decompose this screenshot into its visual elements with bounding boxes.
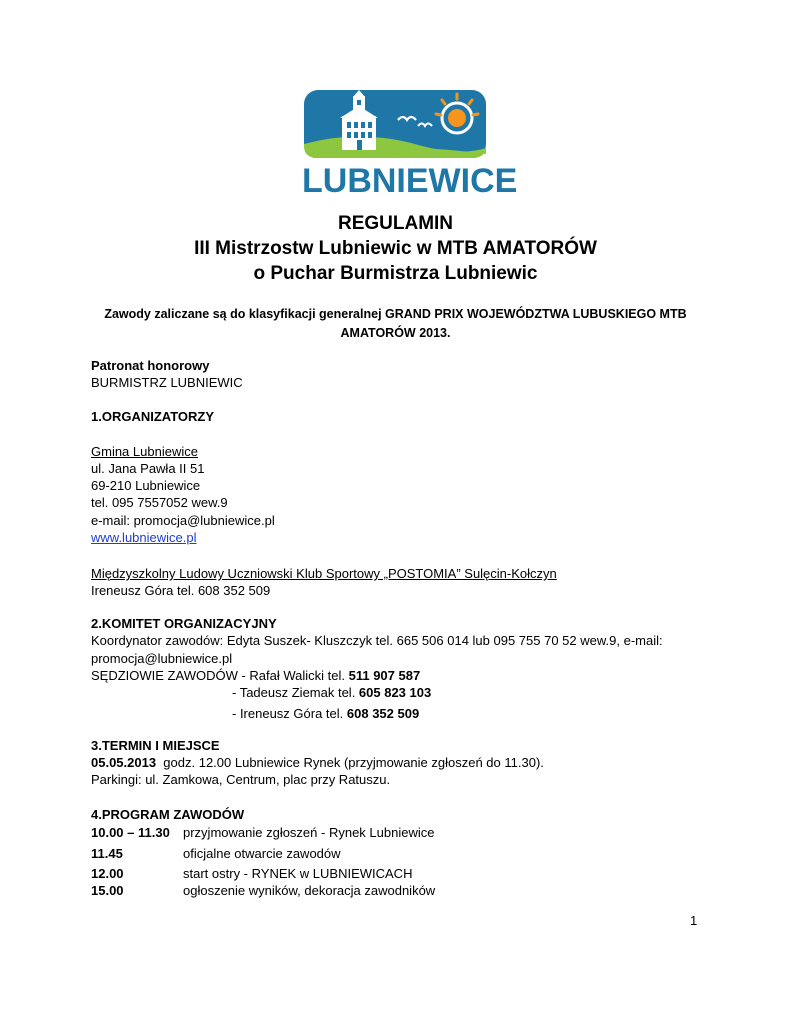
section-heading-program: 4.PROGRAM ZAWODÓW xyxy=(91,807,245,822)
program-desc: przyjmowanie zgłoszeń - Rynek Lubniewice xyxy=(183,825,435,840)
committee-coordinator-line2: promocja@lubniewice.pl xyxy=(91,651,233,666)
judge2-label: - Tadeusz Ziemak tel. xyxy=(232,685,359,700)
judge3-label: - Ireneusz Góra tel. xyxy=(232,706,347,721)
committee-judge3 xyxy=(232,705,419,722)
document-title-line3: o Puchar Burmistrza Lubniewic xyxy=(253,263,538,284)
event-date: 05.05.2013 xyxy=(91,755,157,770)
section-heading-committee: 2.KOMITET ORGANIZACYJNY xyxy=(91,616,277,631)
organizer-gmina-name: Gmina Lubniewice xyxy=(91,444,198,459)
program-desc: start ostry - RYNEK w LUBNIEWICACH xyxy=(183,866,413,881)
program-desc: oficjalne otwarcie zawodów xyxy=(183,846,341,861)
program-time: 12.00 xyxy=(91,866,124,881)
organizer-email: e-mail: promocja@lubniewice.pl xyxy=(91,513,275,528)
parking-info: Parkingi: ul. Zamkowa, Centrum, plac przy Ratuszu. xyxy=(91,772,391,787)
lubniewice-logo xyxy=(302,88,518,200)
classification-note-line2: AMATORÓW 2013. xyxy=(340,326,451,340)
organizer-address1: ul. Jana Pawła II 51 xyxy=(91,461,205,476)
judge2-phone: 605 823 103 xyxy=(358,685,432,700)
committee-judge1 xyxy=(91,667,420,684)
program-time: 11.45 xyxy=(91,846,123,861)
patronat-value: BURMISTRZ LUBNIEWIC xyxy=(91,375,243,390)
organizer-phone: tel. 095 7557052 wew.9 xyxy=(91,495,228,510)
section-heading-date-place: 3.TERMIN I MIEJSCE xyxy=(91,738,220,753)
page-number: 1 xyxy=(690,913,698,928)
event-date-line xyxy=(91,754,544,771)
patronat-heading: Patronat honorowy xyxy=(91,358,210,373)
document-title: REGULAMIN xyxy=(337,213,454,234)
classification-note-line1: Zawody zaliczane są do klasyfikacji generalnej GRAND PRIX WOJEWÓDZTWA LUBUSKIEGO MTB xyxy=(104,307,687,321)
logo-wordmark: LUBNIEWICE xyxy=(302,162,518,200)
organizer-club-contact: Ireneusz Góra tel. 608 352 509 xyxy=(91,583,271,598)
organizer-address2: 69-210 Lubniewice xyxy=(91,478,201,493)
judge3-phone: 608 352 509 xyxy=(346,706,420,721)
program-time: 10.00 – 11.30 xyxy=(91,825,170,840)
committee-judge2 xyxy=(232,684,431,701)
organizer-website-link[interactable]: www.lubniewice.pl xyxy=(91,530,197,545)
program-desc: ogłoszenie wyników, dekoracja zawodników xyxy=(183,883,436,898)
section-heading-organizers: 1.ORGANIZATORZY xyxy=(91,409,215,424)
event-time-place: godz. 12.00 Lubniewice Rynek (przyjmowanie zgłoszeń do 11.30). xyxy=(156,755,544,770)
document-title-line2: III Mistrzostw Lubniewic w MTB AMATORÓW xyxy=(194,238,597,259)
organizer-club-name: Międzyszkolny Ludowy Uczniowski Klub Sportowy „POSTOMIA” Sulęcin-Kołczyn xyxy=(91,566,557,581)
logo-emblem-icon xyxy=(302,88,488,164)
program-time: 15.00 xyxy=(91,883,124,898)
judges-label: SĘDZIOWIE ZAWODÓW - Rafał Walicki tel. xyxy=(91,668,349,683)
judge1-phone: 511 907 587 xyxy=(348,668,421,683)
committee-coordinator-line1: Koordynator zawodów: Edyta Suszek- Kluszczyk tel. 665 506 014 lub 095 755 70 52 wew.9, e-mail: xyxy=(91,633,663,648)
classification-note xyxy=(100,305,691,343)
